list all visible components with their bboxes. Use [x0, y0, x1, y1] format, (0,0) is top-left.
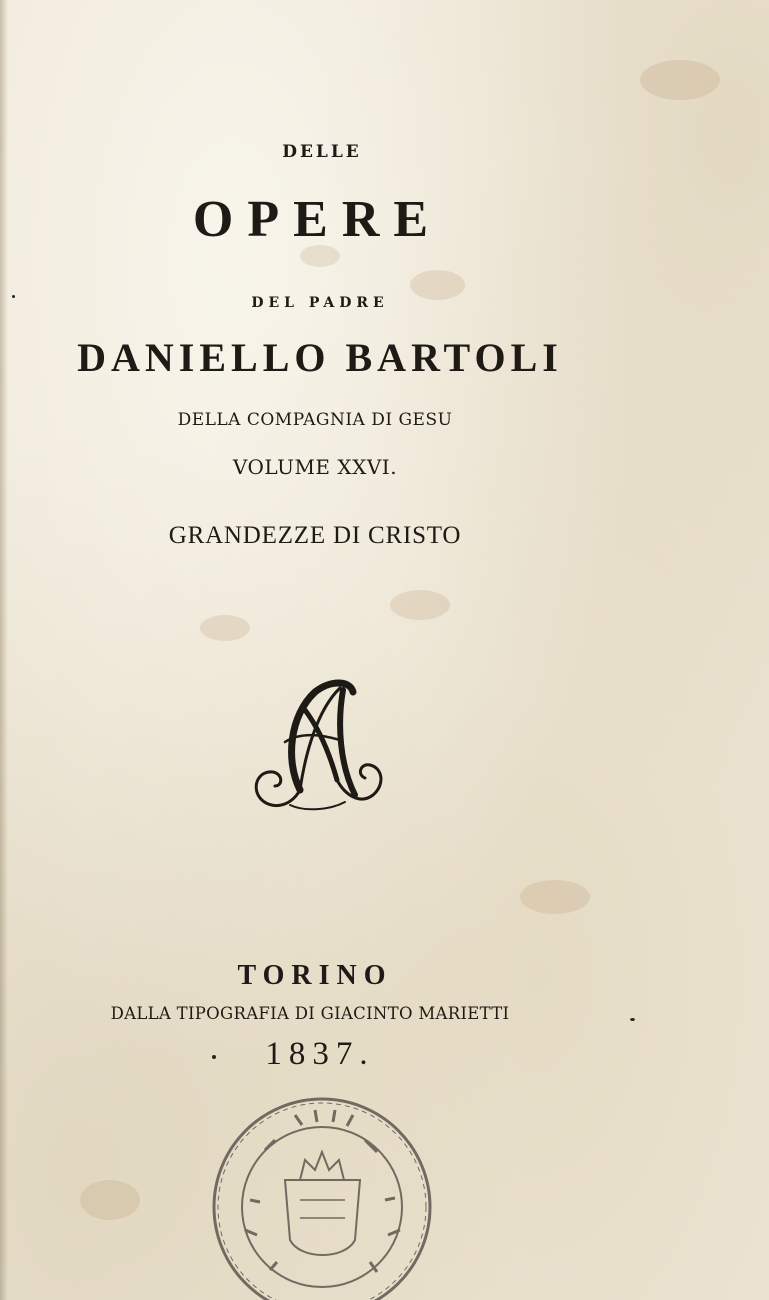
ink-speck	[12, 295, 15, 298]
imprint-city: TORINO	[237, 960, 393, 991]
author-order: DELLA COMPAGNIA DI GESU	[177, 410, 453, 430]
heading-opere: OPERE	[192, 191, 443, 248]
foxing-spot	[640, 60, 720, 100]
foxing-spot	[520, 880, 590, 914]
library-stamp-icon	[205, 1090, 440, 1300]
imprint-year: 1837.	[265, 1036, 375, 1072]
heading-delle: DELLE	[282, 142, 362, 162]
work-title: GRANDEZZE DI CRISTO	[168, 522, 462, 549]
foxing-spot	[410, 270, 465, 300]
foxing-spot	[200, 615, 250, 641]
imprint-printer: DALLA TIPOGRAFIA DI GIACINTO MARIETTI	[110, 1004, 510, 1023]
printer-monogram-icon	[245, 670, 395, 830]
volume-number: VOLUME XXVI.	[232, 455, 398, 479]
author-name: DANIELLO BARTOLI	[77, 335, 563, 380]
foxing-spot	[390, 590, 450, 620]
ink-speck	[630, 1018, 635, 1021]
ink-speck	[212, 1055, 216, 1059]
foxing-spot	[80, 1180, 140, 1220]
page-edge-shadow	[0, 0, 8, 1300]
heading-del-padre: DEL PADRE	[251, 295, 389, 311]
